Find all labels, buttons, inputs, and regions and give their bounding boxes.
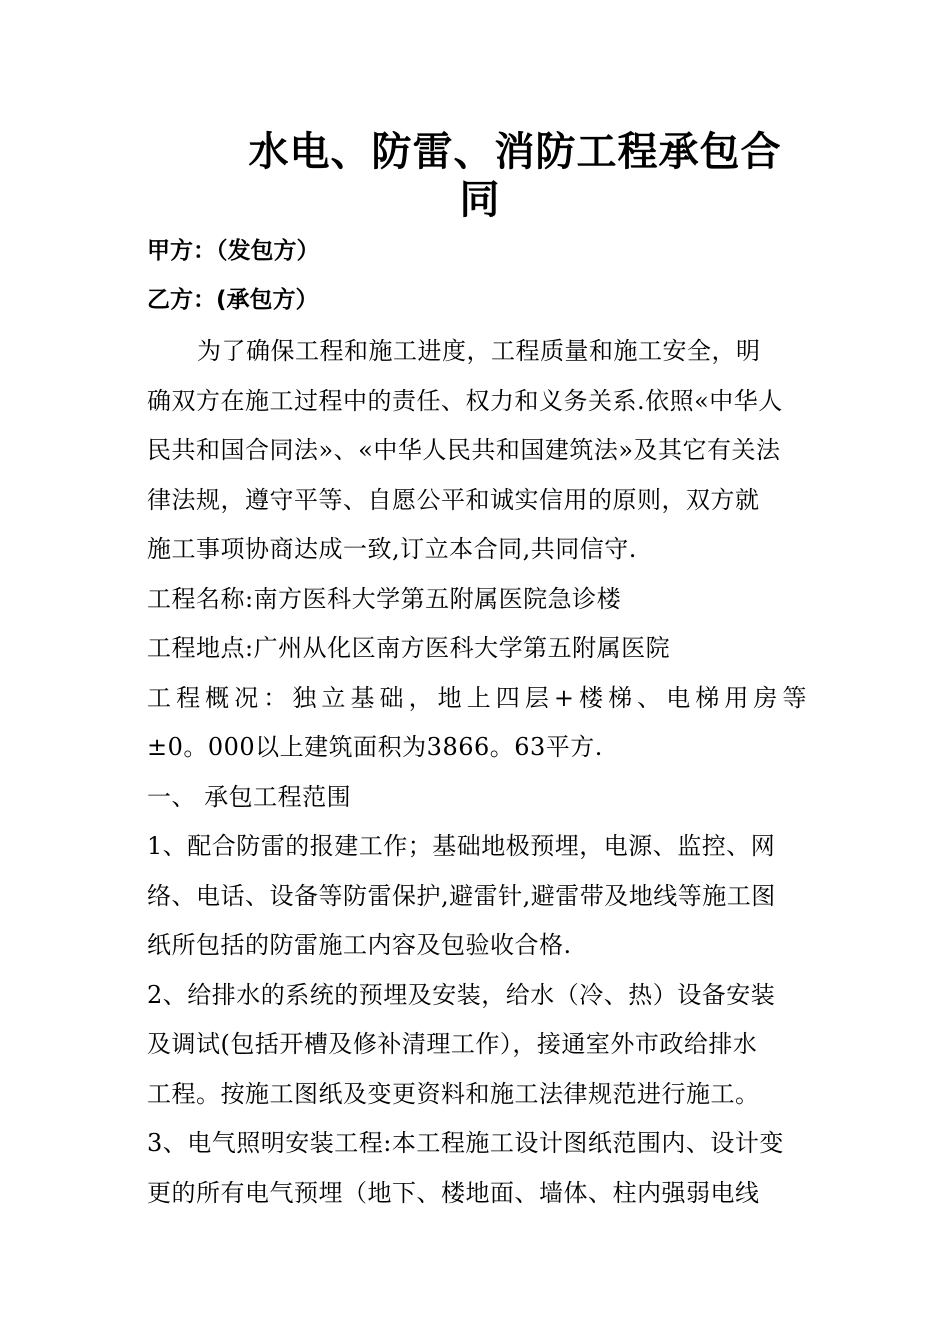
- document-title: [150, 128, 810, 224]
- item-2-line: 2、给排水的系统的预埋及安装，给水（冷、热）设备安装: [147, 980, 776, 1009]
- section-heading: 一、 承包工程范围: [147, 782, 352, 811]
- intro-paragraph: [147, 327, 807, 1218]
- item-3-line: 更的所有电气预埋（地下、楼地面、墙体、柱内强弱电线: [147, 1178, 760, 1207]
- intro-line: 施工事项协商达成一致,订立本合同,共同信守.: [147, 535, 637, 563]
- intro-line: 确双方在施工过程中的责任、权力和义务关系.依照«中华人: [147, 386, 783, 415]
- item-2-line: 及调试(包括开槽及修补清理工作），接通室外市政给排水: [147, 1030, 758, 1058]
- project-name: 工程名称:南方医科大学第五附属医院急诊楼: [147, 584, 622, 613]
- intro-line: 为了确保工程和施工进度，工程质量和施工安全，明: [197, 337, 761, 365]
- item-3-line: 3、电气照明安装工程:本工程施工设计图纸范围内、设计变: [147, 1129, 784, 1157]
- item-1-line: 1、配合防雷的报建工作；基础地极预埋，电源、监控、网: [147, 832, 776, 860]
- item-1-line: 纸所包括的防雷施工内容及包验收合格.: [147, 931, 572, 959]
- intro-line: 民共和国合同法»、«中华人民共和国建筑法»及其它有关法: [147, 436, 781, 464]
- title-line-2: 同: [459, 177, 501, 223]
- project-overview-line: 工程概况：独立基础，地上四层+楼梯、电梯用房等: [147, 683, 807, 712]
- intro-line: 律法规，遵守平等、自愿公平和诚实信用的原则，双方就: [147, 485, 760, 514]
- project-location: 工程地点:广州从化区南方医科大学第五附属医院: [147, 634, 671, 662]
- item-2-line: 工程。按施工图纸及变更资料和施工法律规范进行施工。: [147, 1079, 760, 1108]
- party-a: 甲方：（发包方）: [147, 238, 320, 264]
- project-overview-line: ±0。000以上建筑面积为3866。63平方.: [147, 733, 603, 761]
- title-line-1: 水电、防雷、消防工程承包合: [248, 129, 782, 175]
- party-b: 乙方：(承包方）: [147, 287, 319, 313]
- item-1-line: 络、电话、设备等防雷保护,避雷针,避雷带及地线等施工图: [147, 881, 776, 910]
